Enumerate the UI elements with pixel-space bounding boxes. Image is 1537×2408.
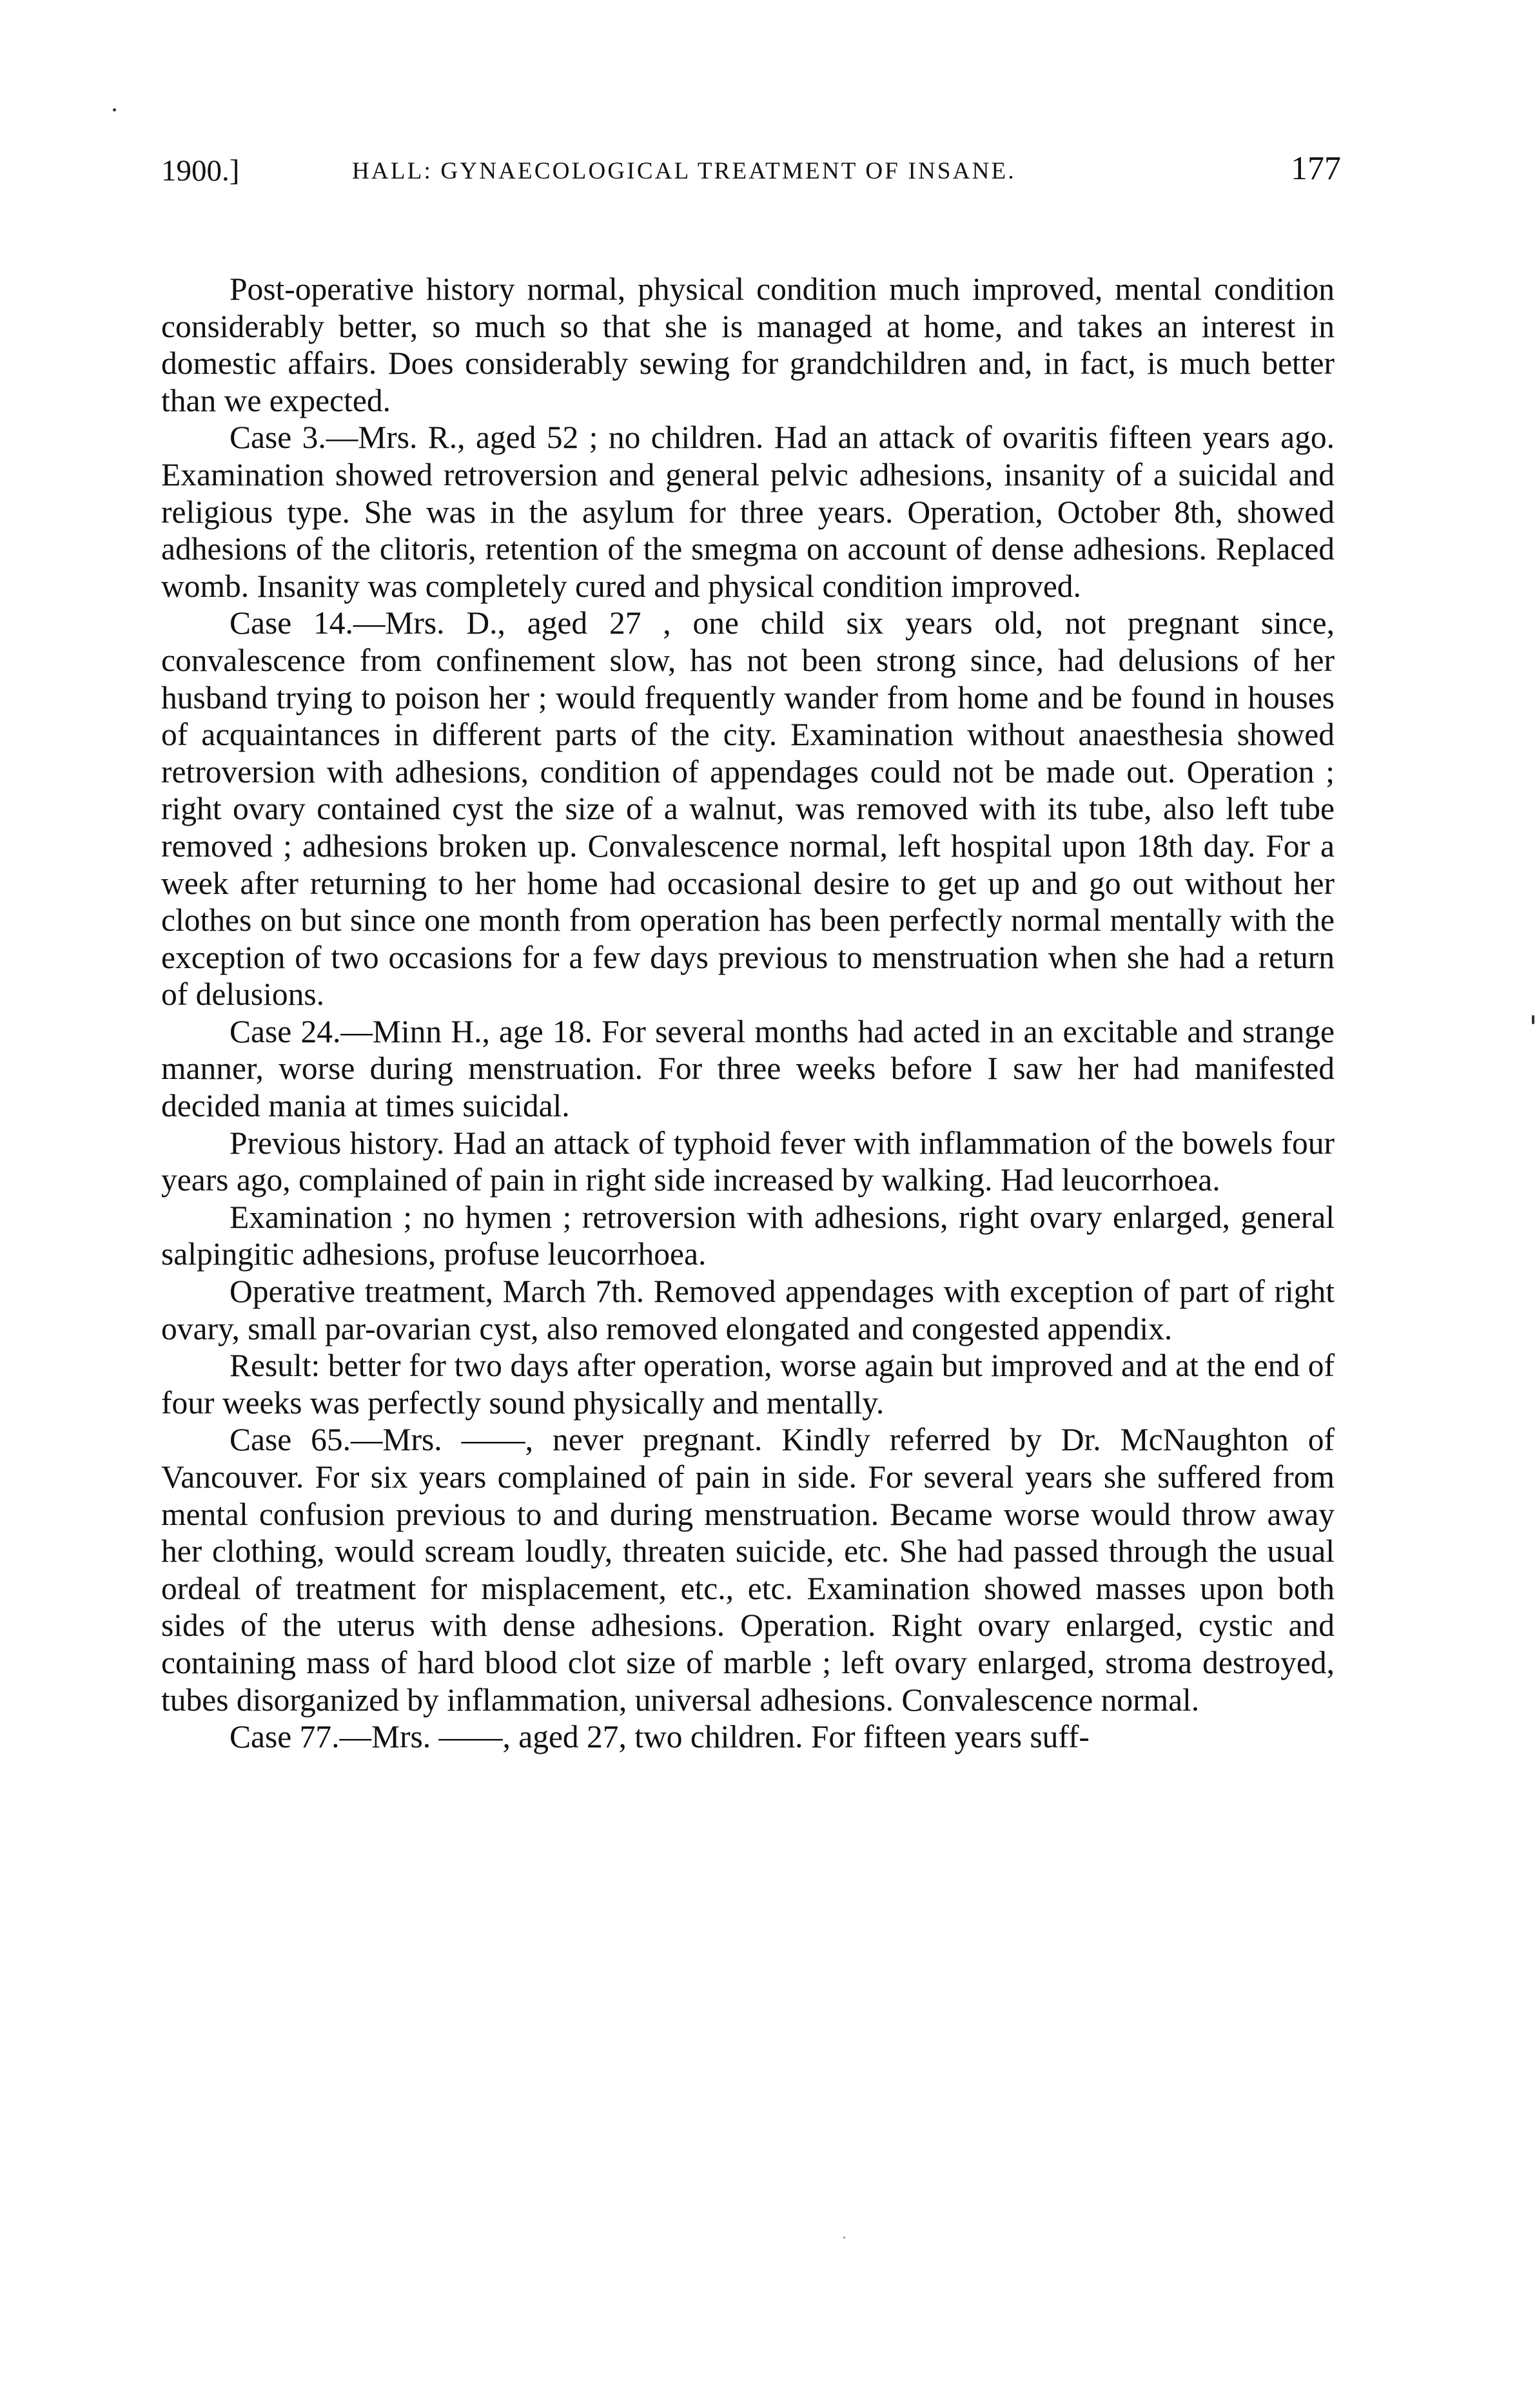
scan-speck [843,2237,845,2238]
paragraph-examination: Examination ; no hymen ; retroversion with adhesions, right ovary enlarged, general salpingitic adhesions, profuse leucorrhoea. [161,1199,1335,1272]
scan-speck [1532,1015,1534,1024]
header-year: 1900.] [161,154,240,188]
paragraph-case-3: Case 3.—Mrs. R., aged 52 ; no children. Had an attack of ovaritis fifteen years ago. Examination showed retroversion and general pelvic adhesions, insanity of a suicidal and religious type. She was in the asylum for three years. Operation, October 8th, showed adhesions of the clitoris, retention of the smegma on account of dense adhesions. Replaced womb. Insanity was completely cured and physical condition improved. [161,420,1335,604]
paragraph-case-65: Case 65.—Mrs. ——, never pregnant. Kindly referred by Dr. McNaughton of Vancouver. For six years complained of pain in side. For several years she suffered from mental confusion previous to and during menstruation. Became worse would throw away her clothing, would scream loudly, threaten suicide, etc. She had passed through the usual ordeal of treatment for misplacement, etc., etc. Examination showed masses upon both sides of the uterus with dense adhesions. Operation. Right ovary enlarged, cystic and containing mass of hard blood clot size of marble ; left ovary enlarged, stroma destroyed, tubes disorganized by inflammation, universal adhesions. Convalescence normal. [161,1422,1335,1718]
body-text [161,271,1335,1756]
paragraph-operative-treatment: Operative treatment, March 7th. Removed appendages with exception of part of right ovary, small par-ovarian cyst, also removed elongated and congested appendix. [161,1274,1335,1346]
paragraph-case-24: Case 24.—Minn H., age 18. For several months had acted in an excitable and strange manner, worse during menstruation. For three weeks before I saw her had manifested decided mania at times suicidal. [161,1013,1335,1124]
paragraph-case-14: Case 14.—Mrs. D., aged 27 , one child six years old, not pregnant since, convalescence from confinement slow, has not been strong since, had delusions of her husband trying to poison her ; would frequently wander from home and be found in houses of acquaintances in different parts of the city. Examination without anaesthesia showed retroversion with adhesions, condition of appendages could not be made out. Operation ; right ovary contained cyst the size of a walnut, was removed with its tube, also left tube removed ; adhesions broken up. Convalescence normal, left hospital upon 18th day. For a week after returning to her home had occasional desire to get up and go out without her clothes on but since one month from operation has been perfectly normal mentally with the exception of two occasions for a few days previous to menstruation when she had a return of delusions. [161,605,1335,1013]
paragraph-result: Result: better for two days after operation, worse again but improved and at the end of four weeks was perfectly sound physically and mentally. [161,1348,1335,1421]
running-header [161,146,1341,191]
scan-speck [113,108,116,112]
paragraph-previous-history: Previous history. Had an attack of typhoid fever with inflammation of the bowels four years ago, complained of pain in right side increased by walking. Had leucorrhoea. [161,1125,1335,1198]
paragraph-post-operative-history: Post-operative history normal, physical condition much improved, mental condition considerably better, so much so that she is managed at home, and takes an interest in domestic affairs. Does considerably sewing for grandchildren and, in fact, is much better than we expected. [161,271,1335,418]
header-title: HALL: GYNAECOLOGICAL TREATMENT OF INSANE. [352,158,1016,184]
page-number: 177 [1291,150,1341,187]
paragraph-case-77: Case 77.—Mrs. ——, aged 27, two children. For fifteen years suff- [230,1719,1090,1755]
